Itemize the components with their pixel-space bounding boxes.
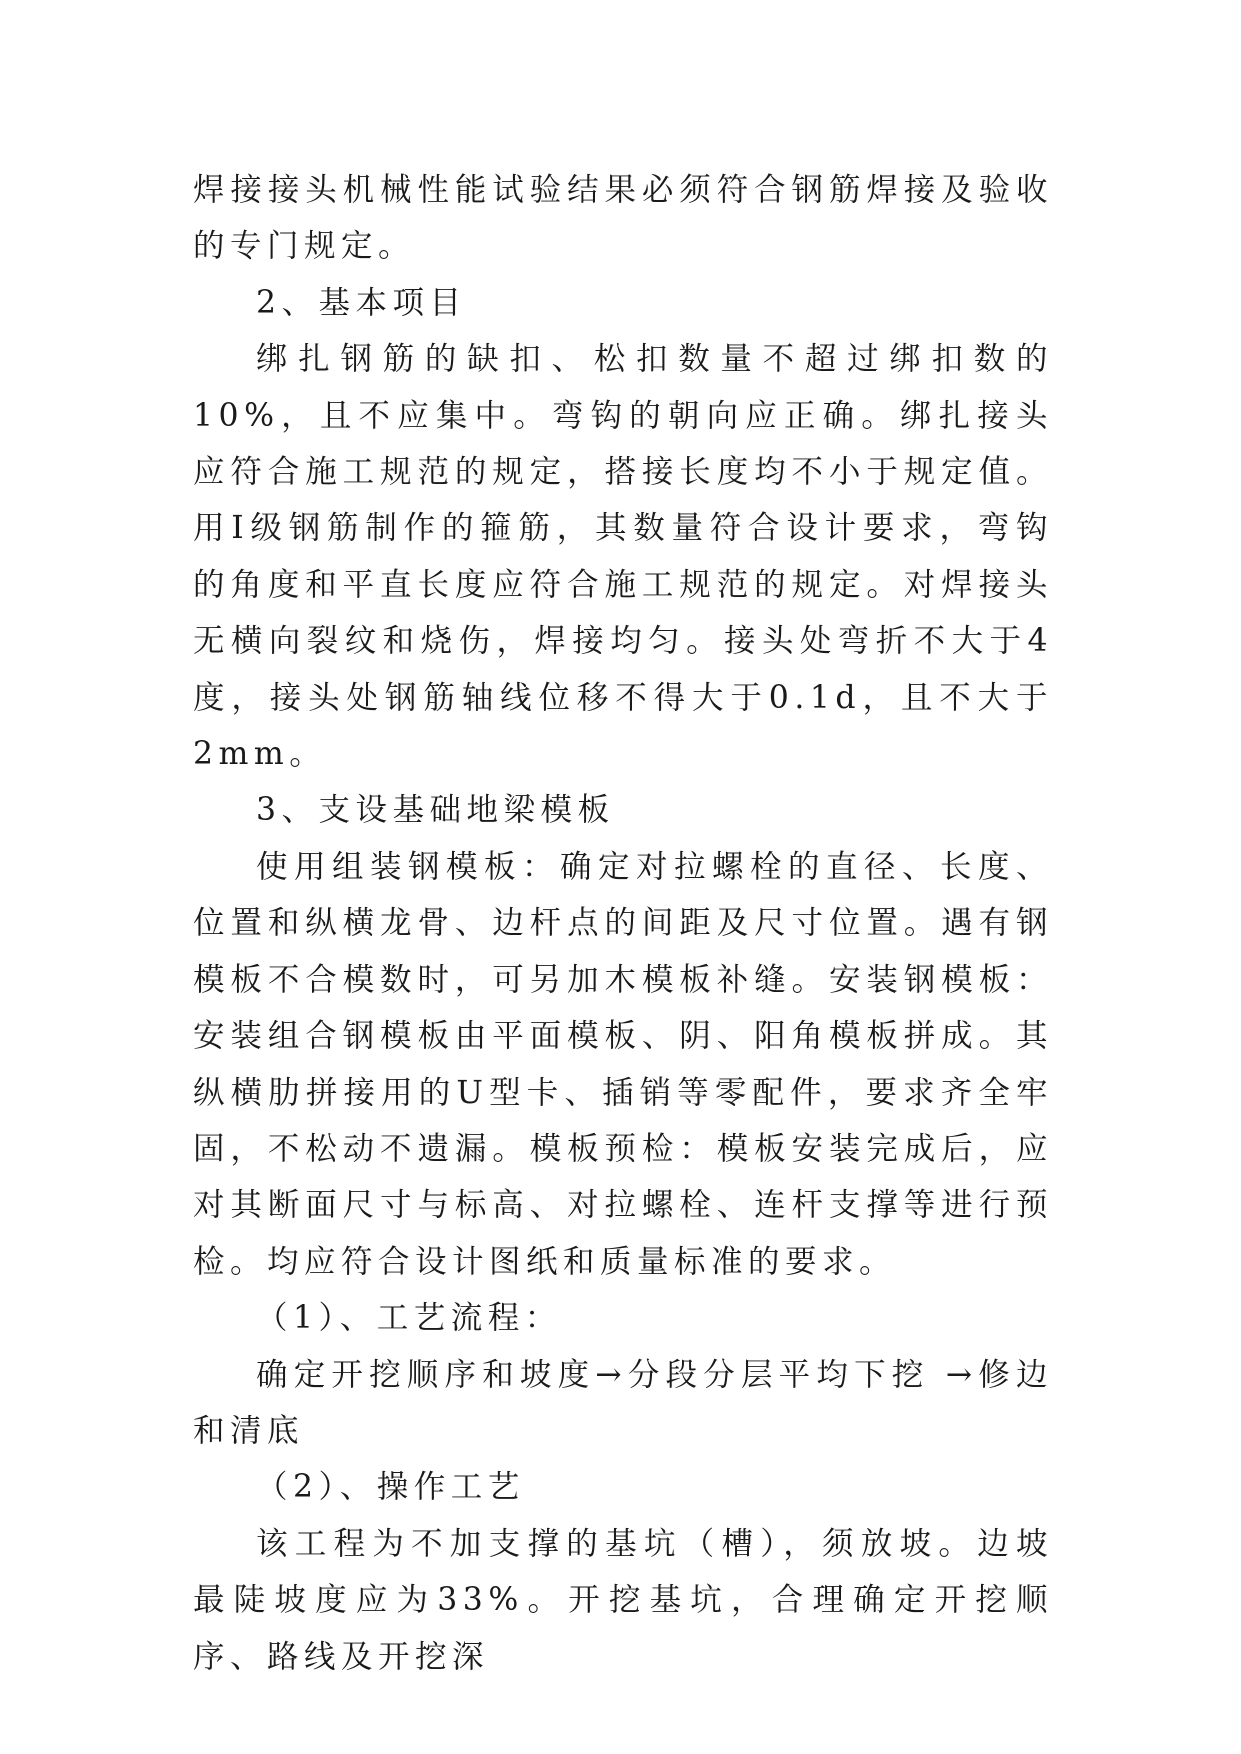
document-body <box>193 162 1053 1685</box>
paragraph-excavation: 该工程为不加支撑的基坑（槽），须放坡。边坡最陡坡度应为33%。开挖基坑，合理确定开挖顺序、路线及开挖深 <box>193 1525 1053 1675</box>
paragraph-weld-test-requirement: 焊接接头机械性能试验结果必须符合钢筋焊接及验收的专门规定。 <box>193 172 1053 265</box>
heading-formwork: 3、支设基础地梁模板 <box>256 792 615 829</box>
paragraph-steel-formwork: 使用组装钢模板：确定对拉螺栓的直径、长度、位置和纵横龙骨、边杆点的间距及尺寸位置。遇有钢模板不合模数时，可另加木模板补缝。安装钢模板：安装组合钢模板由平面模板、阴、阳角模板拼成。其纵横肋拼接用的U型卡、插销等零配件，要求齐全牢固，不松动不遗漏。模板预检：模板安装完成后，应对其断面尺寸与标高、对拉螺栓、连杆支撑等进行预检。均应符合设计图纸和质量标准的要求。 <box>193 848 1053 1280</box>
paragraph-process-steps: 确定开挖顺序和坡度→分段分层平均下挖 →修边和清底 <box>193 1356 1053 1449</box>
heading-operation-process: （2）、操作工艺 <box>256 1469 525 1506</box>
heading-process-flow: （1）、工艺流程： <box>256 1300 562 1337</box>
paragraph-rebar-binding: 绑扎钢筋的缺扣、松扣数量不超过绑扣数的10%，且不应集中。弯钩的朝向应正确。绑扎接头应符合施工规范的规定，搭接长度均不小于规定值。用I级钢筋制作的箍筋，其数量符合设计要求，弯钩的角度和平直长度应符合施工规范的规定。对焊接头无横向裂纹和烧伤，焊接均匀。接头处弯折不大于4度，接头处钢筋轴线位移不得大于0.1d，且不大于2mm。 <box>193 341 1053 773</box>
heading-basic-items: 2、基本项目 <box>256 284 467 321</box>
